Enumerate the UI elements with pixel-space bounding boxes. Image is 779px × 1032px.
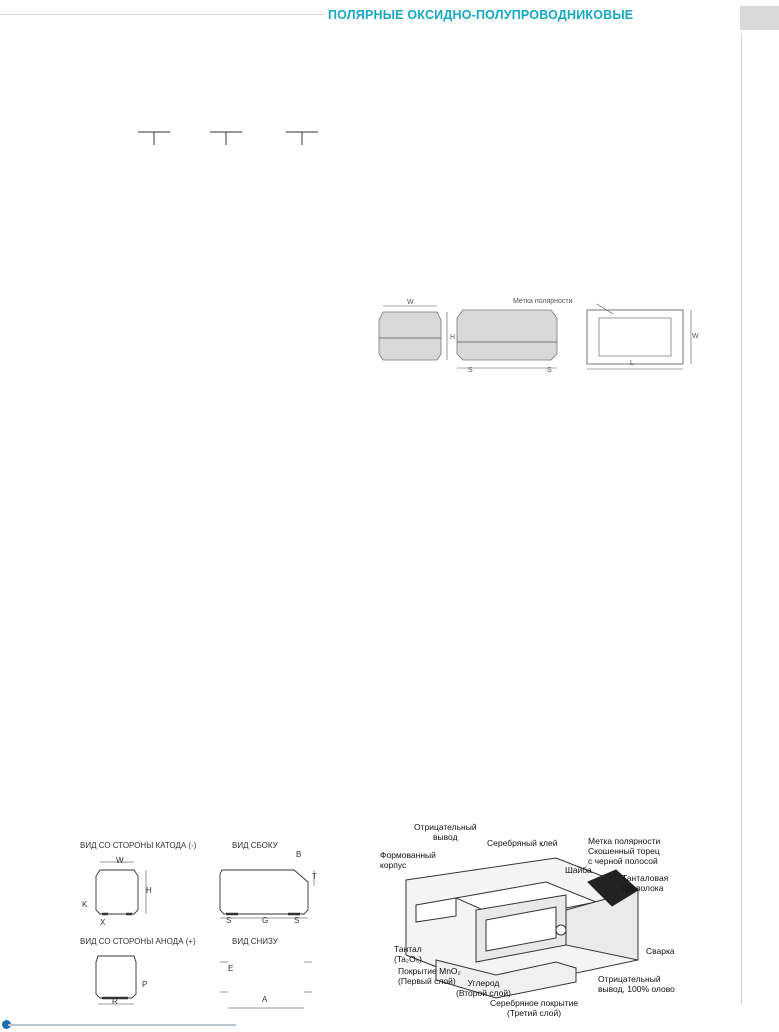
label-weld: Сварка (646, 946, 675, 956)
dim-w-label-top: W (692, 333, 699, 340)
dim-h-label: H (450, 334, 456, 341)
label-polarity-mark: Метка полярности Скошенный торец с черной полосой (588, 836, 661, 866)
label-mno2: Покрытие MnO₂ (Первый слой) (398, 966, 461, 986)
margin-rule (741, 34, 742, 1004)
label-silver-coating: Серебряное покрытие (Третий слой) (490, 998, 579, 1018)
case-letter-r: R (112, 997, 118, 1006)
label-molded-case: Формованный корпус (380, 850, 436, 870)
polarity-label: Метка полярности (513, 298, 573, 305)
dim-w-label: W (407, 299, 414, 306)
dim-s-label-right: S (547, 367, 552, 374)
index-ticks (130, 128, 330, 150)
case-letter-h: H (146, 886, 152, 895)
dim-l-label: L (630, 360, 634, 367)
label-tantalum: Тантал (Ta₂O₅) (394, 944, 422, 964)
case-letter-b: B (296, 850, 302, 859)
label-washer: Шайба (565, 865, 592, 875)
label-neg-lead-bottom: Отрицательный вывод, 100% олово (598, 974, 675, 994)
case-letter-g: G (262, 916, 269, 925)
anode-view-title: ВИД СО СТОРОНЫ АНОДА (+) (80, 937, 196, 946)
side-view-title: ВИД СБОКУ (232, 841, 278, 850)
case-letter-w: W (116, 856, 124, 865)
end-view-body (379, 312, 441, 360)
case-letter-k: K (82, 900, 88, 909)
label-neg-lead-top: Отрицательный вывод (414, 822, 477, 842)
dimension-figure (375, 296, 705, 376)
case-letter-t: T (312, 872, 317, 881)
page-title: ПОЛЯРНЫЕ ОКСИДНО-ПОЛУПРОВОДНИКОВЫЕ (328, 8, 634, 22)
header-rule (0, 14, 325, 15)
case-letter-s-left: S (226, 916, 232, 925)
case-letter-x: X (100, 918, 106, 927)
side-view-body (457, 310, 557, 360)
label-silver-glue: Серебряный клей (487, 838, 558, 848)
case-letter-a: A (262, 995, 268, 1004)
cathode-view-title: ВИД СО СТОРОНЫ КАТОДА (-) (80, 841, 197, 850)
footer-rule (8, 1024, 236, 1026)
bottom-view-title: ВИД СНИЗУ (232, 937, 278, 946)
dim-s-label-left: S (468, 367, 473, 374)
case-letter-e: E (228, 964, 234, 973)
case-letter-p: P (142, 980, 148, 989)
label-carbon: Углерод (Второй слой) (456, 978, 511, 998)
label-tantalum-wire: Танталовая проволока (622, 873, 669, 893)
case-letter-s-right: S (294, 916, 300, 925)
section-tab[interactable] (740, 6, 779, 30)
